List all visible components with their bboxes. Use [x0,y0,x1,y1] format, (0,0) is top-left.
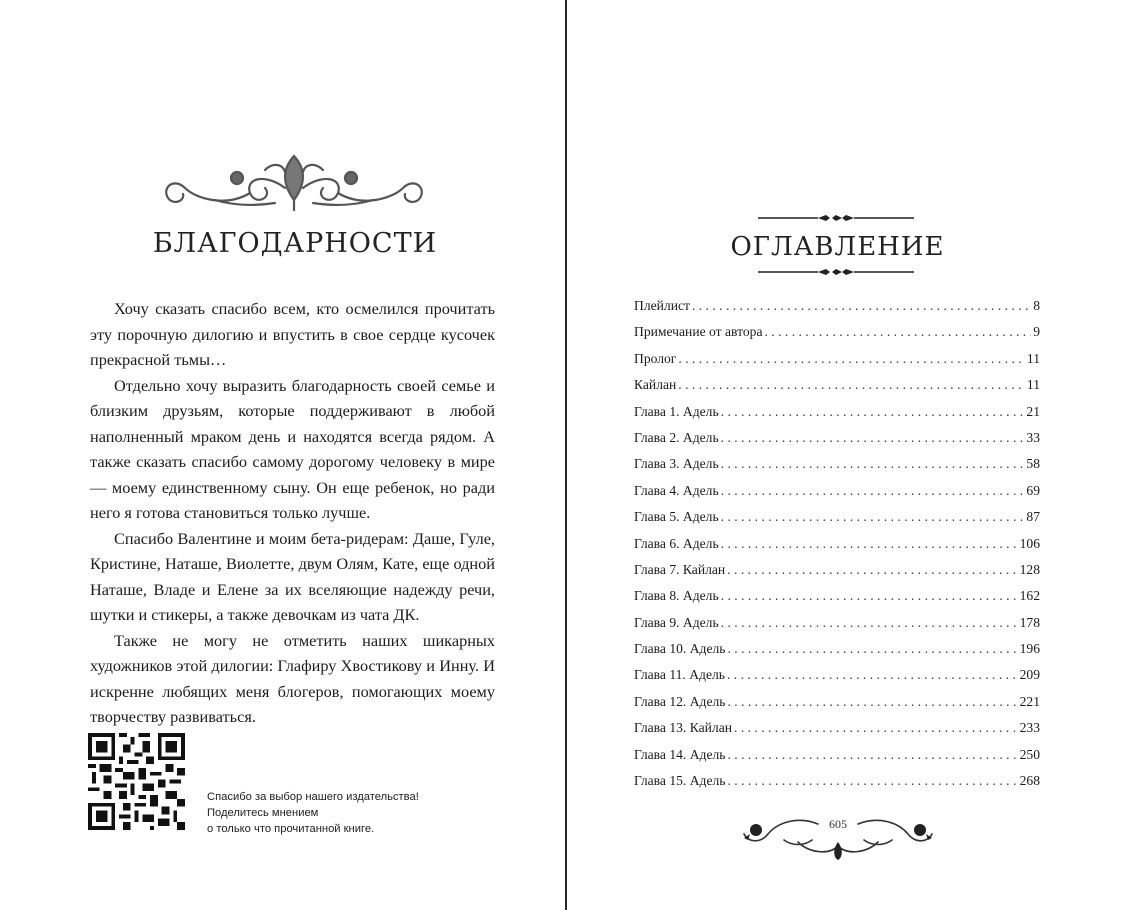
toc-entry-page: 33 [1026,429,1040,445]
toc-entry[interactable] [634,641,1040,667]
toc-entry-page: 250 [1019,746,1040,762]
toc-entry[interactable] [634,588,1040,614]
toc-entry-page: 128 [1019,561,1040,577]
toc-entry[interactable] [634,483,1040,509]
toc-leader-dots [727,667,1018,683]
toc-entry[interactable] [634,536,1040,562]
toc-entry[interactable] [634,773,1040,799]
toc-entry-title: Глава 8. Адель [634,588,719,604]
toc-entry-title: Глава 1. Адель [634,403,719,419]
toc-entry[interactable] [634,562,1040,588]
decorative-rule-bottom-icon [758,268,914,276]
toc-entry-page: 11 [1026,350,1040,366]
qr-caption-line: о только что прочитанной книге. [207,823,375,835]
toc-entry-page: 106 [1019,535,1040,551]
toc-leader-dots [721,536,1018,552]
toc-entry[interactable] [634,351,1040,377]
toc-entry-page: 268 [1019,773,1040,789]
toc-leader-dots [734,720,1018,736]
toc-leader-dots [692,298,1031,314]
toc-entry-title: Глава 14. Адель [634,746,726,762]
toc-entry[interactable] [634,456,1040,482]
qr-caption-line: Поделитесь мнением [207,807,319,819]
toc-entry-title: Глава 3. Адель [634,456,719,472]
toc-entry[interactable] [634,720,1040,746]
qr-code-icon[interactable] [88,733,185,830]
toc-entry-title: Плейлист [634,298,690,313]
toc-entry[interactable] [634,377,1040,403]
toc-entry-page: 209 [1019,667,1040,683]
toc-leader-dots [727,694,1017,710]
toc-entry[interactable] [634,509,1040,535]
decorative-rule-top-icon [758,214,914,222]
toc-entry-page: 69 [1026,482,1040,498]
paragraph: Спасибо Валентине и моим бета-ридерам: Даше, Гуле, Кристине, Наташе, Виолетте, двум Олям, Кате, еще одной Наташе, Владе и Елене за их вселяющие надежду речи, шутки и стикеры, а также девочкам из чата ДК. [90,528,495,624]
toc-entry-title: Глава 4. Адель [634,482,719,498]
toc-leader-dots [727,641,1017,657]
toc-entry-title: Глава 6. Адель [634,535,719,551]
acknowledgements-text [90,296,495,730]
toc-entry-title: Глава 13. Кайлан [634,720,733,736]
toc-entry[interactable] [634,667,1040,693]
toc-leader-dots [721,430,1025,446]
toc-entry-page: 87 [1026,509,1040,525]
toc-entry-title: Кайлан [634,377,677,393]
toc-leader-dots [721,615,1018,631]
toc-entry-page: 233 [1019,720,1040,736]
toc-entry[interactable] [634,324,1040,350]
toc-entry[interactable] [634,747,1040,773]
toc-entry-page: 221 [1019,693,1040,709]
toc-entry-page: 11 [1026,377,1040,393]
toc-entry[interactable] [634,615,1040,641]
toc-entry[interactable] [634,694,1040,720]
toc-leader-dots [721,483,1025,499]
table-of-contents [634,298,1040,799]
toc-leader-dots [721,404,1025,420]
toc-leader-dots [727,747,1017,763]
toc-entry[interactable] [634,430,1040,456]
toc-leader-dots [765,324,1032,340]
toc-leader-dots [721,509,1025,525]
toc-leader-dots [678,377,1025,393]
paragraph: Отдельно хочу выразить благодарность своей семье и близким друзьям, которые поддерживают в любой наполненный мраком день и находятся всегда рядом. А также сказать спасибо самому дорогому человеку в мире — моему единственному сыну. Он еще ребенок, но ради него я готова становиться только лучше. [90,375,495,522]
toc-entry-page: 178 [1019,614,1040,630]
toc-entry-title: Глава 15. Адель [634,773,726,789]
toc-entry-title: Примечание от автора [634,324,763,340]
toc-entry[interactable] [634,404,1040,430]
contents-title: ОГЛАВЛЕНИЕ [730,232,945,262]
toc-entry-title: Глава 5. Адель [634,509,719,525]
toc-entry[interactable] [634,298,1040,324]
toc-entry-page: 196 [1019,641,1040,657]
toc-entry-title: Глава 12. Адель [634,693,726,709]
toc-entry-page: 9 [1033,324,1040,340]
toc-entry-page: 21 [1026,403,1040,419]
toc-entry-title: Глава 2. Адель [634,429,719,445]
toc-leader-dots [721,588,1018,604]
toc-entry-page: 58 [1026,456,1040,472]
qr-caption [207,789,467,837]
toc-entry-title: Глава 9. Адель [634,614,719,630]
toc-entry-title: Пролог [634,350,677,366]
paragraph: Хочу сказать спасибо всем, кто осмелился прочитать эту порочную дилогию и впустить в свое сердце кусочек прекрасной тьмы… [90,299,495,369]
toc-entry-page: 162 [1019,588,1040,604]
toc-leader-dots [678,351,1025,367]
toc-entry-title: Глава 7. Кайлан [634,561,726,577]
paragraph: Также не могу не отметить наших шикарных художников этой дилогии: Глафиру Хвостикову и Инну. И искренне любящих меня блогеров, помогающих моему творчеству развиваться. [90,630,495,726]
qr-caption-line: Спасибо за выбор нашего издательства! [207,791,419,803]
toc-leader-dots [727,773,1017,789]
toc-leader-dots [721,456,1025,472]
toc-entry-title: Глава 11. Адель [634,667,725,683]
page-number: 605 [829,817,847,831]
toc-entry-title: Глава 10. Адель [634,641,726,657]
flourish-ornament-icon [155,148,433,218]
toc-leader-dots [727,562,1017,578]
acknowledgements-title: БЛАГОДАРНОСТИ [152,228,438,259]
toc-entry-page: 8 [1033,298,1040,313]
